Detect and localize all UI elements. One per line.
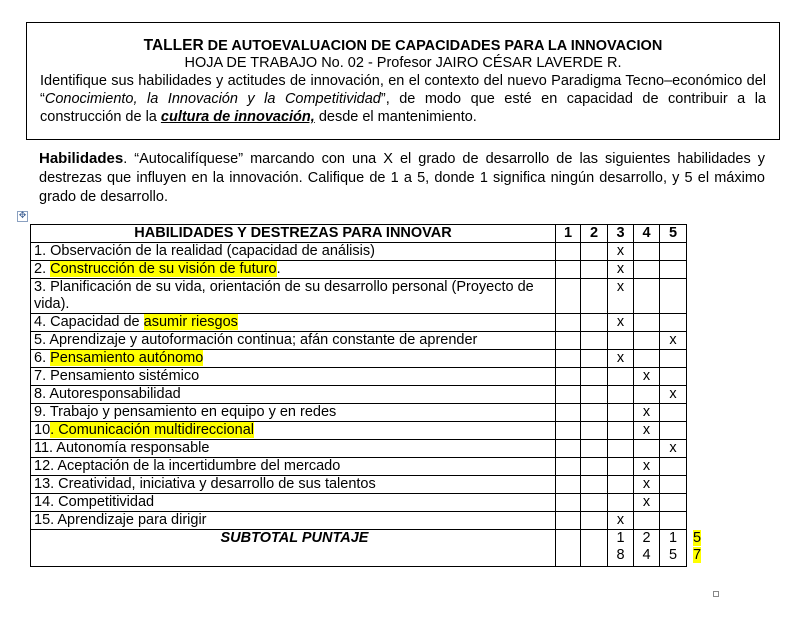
grade-cell-1[interactable] [556, 512, 581, 530]
subtotal-label: SUBTOTAL PUNTAJE [31, 530, 556, 567]
instructions-paragraph: Habilidades. “Autocalifíquese” marcando con una X el grado de desarrollo de las siguientes habilidades y destrezas que influyen en la innovación. Califique de 1 a 5, donde 1 significa ningún desarrollo, y 5 el máximo grado de desarrollo. [39, 150, 765, 205]
document-subtitle: HOJA DE TRABAJO No. 02 - Profesor JAIRO CÉSAR LAVERDE R. [184, 55, 622, 71]
grade-cell-2[interactable] [581, 279, 608, 314]
table-row [31, 404, 713, 422]
grade-cell-1[interactable] [556, 422, 581, 440]
table-row [31, 440, 713, 458]
table-row [31, 458, 713, 476]
grade-cell-5[interactable] [660, 494, 687, 512]
subtotal-cell-2 [581, 530, 608, 567]
table-row [31, 243, 713, 261]
subtotal-cell-5: 1 5 [660, 530, 687, 567]
grade-cell-5[interactable]: x [660, 440, 687, 458]
grade-cell-3[interactable] [608, 332, 634, 350]
grade-cell-1[interactable] [556, 332, 581, 350]
column-header-3: 3 [608, 225, 634, 243]
grade-cell-2[interactable] [581, 332, 608, 350]
grade-cell-5[interactable]: x [660, 332, 687, 350]
grade-cell-3[interactable]: x [608, 261, 634, 279]
skill-label: 1. Observación de la realidad (capacidad de análisis) [31, 243, 556, 261]
grade-cell-5[interactable] [660, 314, 687, 332]
header-box [26, 22, 780, 140]
grade-cell-3[interactable]: x [608, 279, 634, 314]
grade-cell-5[interactable] [660, 404, 687, 422]
grade-cell-3[interactable] [608, 458, 634, 476]
grade-cell-3[interactable] [608, 422, 634, 440]
grade-cell-5[interactable] [660, 368, 687, 386]
grade-cell-2[interactable] [581, 261, 608, 279]
grade-cell-4[interactable]: x [634, 422, 660, 440]
skill-label: 7. Pensamiento sistémico [31, 368, 556, 386]
subtotal-cell-3: 1 8 [608, 530, 634, 567]
grade-cell-1[interactable] [556, 279, 581, 314]
grade-cell-1[interactable] [556, 243, 581, 261]
table-row [31, 279, 713, 314]
grade-cell-1[interactable] [556, 440, 581, 458]
skill-label: 14. Competitividad [31, 494, 556, 512]
table-row [31, 332, 713, 350]
skills-table [30, 224, 713, 567]
table-row [31, 512, 713, 530]
grade-cell-2[interactable] [581, 476, 608, 494]
table-row [31, 368, 713, 386]
grade-cell-4[interactable] [634, 261, 660, 279]
grade-cell-1[interactable] [556, 404, 581, 422]
grade-cell-2[interactable] [581, 458, 608, 476]
grade-cell-5[interactable] [660, 350, 687, 368]
table-row [31, 314, 713, 332]
table-row [31, 350, 713, 368]
table-row [31, 386, 713, 404]
grade-cell-4[interactable]: x [634, 404, 660, 422]
grade-cell-4[interactable] [634, 512, 660, 530]
grade-cell-5[interactable] [660, 512, 687, 530]
grade-cell-4[interactable] [634, 243, 660, 261]
skills-column-header: HABILIDADES Y DESTREZAS PARA INNOVAR [31, 225, 556, 243]
grade-cell-4[interactable] [634, 386, 660, 404]
table-resize-handle-icon[interactable] [713, 591, 719, 597]
document-title: TALLER DE AUTOEVALUACION DE CAPACIDADES PARA LA INNOVACION [143, 37, 663, 54]
total-score: 5 7 [693, 529, 702, 563]
grade-cell-5[interactable] [660, 476, 687, 494]
grade-cell-5[interactable] [660, 243, 687, 261]
grade-cell-2[interactable] [581, 422, 608, 440]
grade-cell-3[interactable] [608, 368, 634, 386]
grade-cell-1[interactable] [556, 476, 581, 494]
skill-label: 3. Planificación de su vida, orientación de su desarrollo personal (Proyecto de vida). [31, 279, 556, 314]
grade-cell-5[interactable] [660, 422, 687, 440]
skill-label: 10. Comunicación multidireccional [31, 422, 556, 440]
grade-cell-3[interactable] [608, 386, 634, 404]
grade-cell-4[interactable] [634, 279, 660, 314]
table-move-handle-icon[interactable]: ✥ [18, 211, 27, 221]
subtotal-row [31, 530, 713, 567]
grade-cell-2[interactable] [581, 243, 608, 261]
grade-cell-2[interactable] [581, 494, 608, 512]
skill-label: 5. Aprendizaje y autoformación continua; afán constante de aprender [31, 332, 556, 350]
grade-cell-3[interactable] [608, 440, 634, 458]
column-header-1: 1 [556, 225, 581, 243]
grade-cell-1[interactable] [556, 458, 581, 476]
grade-cell-2[interactable] [581, 404, 608, 422]
intro-paragraph: Identifique sus habilidades y actitudes de innovación, en el contexto del nuevo Paradigma Tecno–económico del “Conocimiento, la Innovación y la Competitividad”, de modo que esté en capacidad de contribuir a la construcción de la cultura de innovación, desde el mantenimiento. [40, 73, 766, 125]
table-header-row [31, 225, 713, 243]
grade-cell-4[interactable]: x [634, 458, 660, 476]
skill-label: 9. Trabajo y pensamiento en equipo y en redes [31, 404, 556, 422]
skill-label: 2. Construcción de su visión de futuro. [31, 261, 556, 279]
grade-cell-2[interactable] [581, 440, 608, 458]
grade-cell-1[interactable] [556, 494, 581, 512]
table-row [31, 494, 713, 512]
skill-label: 8. Autoresponsabilidad [31, 386, 556, 404]
skill-label: 6. Pensamiento autónomo [31, 350, 556, 368]
grade-cell-5[interactable] [660, 279, 687, 314]
column-header-5: 5 [660, 225, 687, 243]
grade-cell-2[interactable] [581, 386, 608, 404]
grade-cell-1[interactable] [556, 386, 581, 404]
grade-cell-2[interactable] [581, 314, 608, 332]
grade-cell-3[interactable]: x [608, 243, 634, 261]
subtotal-cell-4: 2 4 [634, 530, 660, 567]
grade-cell-3[interactable] [608, 476, 634, 494]
skill-label: 13. Creatividad, iniciativa y desarrollo de sus talentos [31, 476, 556, 494]
skill-label: 15. Aprendizaje para dirigir [31, 512, 556, 530]
grade-cell-2[interactable] [581, 368, 608, 386]
table-row [31, 261, 713, 279]
grade-cell-3[interactable]: x [608, 350, 634, 368]
table-row [31, 476, 713, 494]
skill-label: 12. Aceptación de la incertidumbre del mercado [31, 458, 556, 476]
grade-cell-3[interactable] [608, 494, 634, 512]
subtotal-cell-1 [556, 530, 581, 567]
table-row [31, 422, 713, 440]
column-header-4: 4 [634, 225, 660, 243]
grade-cell-3[interactable]: x [608, 512, 634, 530]
grade-cell-4[interactable]: x [634, 494, 660, 512]
grade-cell-5[interactable]: x [660, 386, 687, 404]
grade-cell-4[interactable] [634, 314, 660, 332]
grade-cell-2[interactable] [581, 512, 608, 530]
grade-cell-2[interactable] [581, 350, 608, 368]
grade-cell-1[interactable] [556, 314, 581, 332]
grade-cell-1[interactable] [556, 368, 581, 386]
grade-cell-1[interactable] [556, 350, 581, 368]
column-header-2: 2 [581, 225, 608, 243]
skill-label: 4. Capacidad de asumir riesgos [31, 314, 556, 332]
skill-label: 11. Autonomía responsable [31, 440, 556, 458]
grade-cell-4[interactable] [634, 440, 660, 458]
grade-cell-1[interactable] [556, 261, 581, 279]
grade-cell-5[interactable] [660, 458, 687, 476]
grade-cell-4[interactable]: x [634, 368, 660, 386]
grade-cell-4[interactable] [634, 332, 660, 350]
grade-cell-4[interactable] [634, 350, 660, 368]
grade-cell-3[interactable] [608, 404, 634, 422]
grade-cell-3[interactable]: x [608, 314, 634, 332]
grade-cell-5[interactable] [660, 261, 687, 279]
grade-cell-4[interactable]: x [634, 476, 660, 494]
